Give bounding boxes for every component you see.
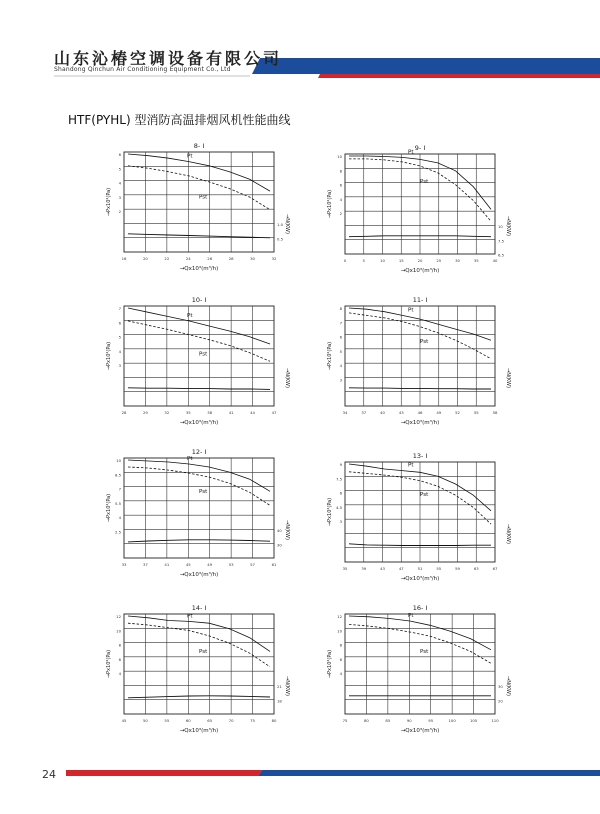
pst-curve bbox=[128, 166, 270, 210]
left-tick-label: 12 bbox=[337, 614, 342, 619]
left-tick-label: 3 bbox=[118, 363, 121, 369]
pt-label: Pt bbox=[187, 456, 193, 463]
x-tick-label: 65 bbox=[207, 718, 213, 723]
pst-label: Pst bbox=[199, 351, 208, 358]
pst-label: Pst bbox=[199, 649, 208, 656]
bottom-axis-label: →Qx10³(m³/h) bbox=[179, 728, 219, 734]
bottom-axis-label: →Qx10³(m³/h) bbox=[400, 728, 440, 734]
left-tick-label: 6 bbox=[118, 656, 121, 662]
x-tick-label: 33 bbox=[121, 562, 127, 567]
bottom-axis-label: →Qx10³(m³/h) bbox=[400, 268, 440, 274]
left-tick-label: 6 bbox=[339, 182, 342, 188]
footer-blue-stripe bbox=[258, 770, 600, 776]
bottom-axis-label: →Qx10³(m³/h) bbox=[400, 420, 440, 426]
x-tick-label: 90 bbox=[406, 718, 412, 723]
x-tick-label: 30 bbox=[250, 256, 255, 261]
bottom-axis-label: →Qx10³(m³/h) bbox=[179, 420, 219, 426]
x-tick-label: 38 bbox=[207, 410, 213, 415]
right-tick-label: 7.5 bbox=[498, 238, 505, 244]
left-tick-label: 4 bbox=[339, 363, 342, 369]
left-tick-label: 6 bbox=[339, 656, 342, 662]
right-tick-label: 20 bbox=[498, 698, 503, 704]
pst-curve bbox=[128, 623, 270, 667]
page-number: 24 bbox=[42, 768, 56, 781]
pt-label: Pt bbox=[408, 307, 414, 314]
chart-svg bbox=[307, 448, 537, 598]
pt-label: Pt bbox=[408, 613, 414, 620]
bottom-axis-label: →Qx10³(m³/h) bbox=[179, 266, 219, 272]
performance-chart-9-i bbox=[307, 140, 537, 290]
pt-label: Pt bbox=[408, 462, 414, 469]
left-tick-label: 2 bbox=[118, 209, 121, 215]
x-tick-label: 5 bbox=[362, 258, 365, 263]
chart-svg bbox=[86, 444, 316, 594]
x-tick-label: 41 bbox=[228, 410, 234, 415]
chart-frame bbox=[124, 458, 274, 558]
right-axis-label: →N(KW) bbox=[505, 676, 511, 696]
x-tick-label: 55 bbox=[164, 718, 170, 723]
x-tick-label: 85 bbox=[385, 718, 391, 723]
x-tick-label: 25 bbox=[436, 258, 442, 263]
x-tick-label: 45 bbox=[121, 718, 127, 723]
performance-chart-11-i bbox=[307, 292, 537, 442]
right-axis-label: →N(KW) bbox=[284, 676, 290, 696]
left-axis-label: →Px10²(Pa) bbox=[327, 341, 333, 371]
chart-svg bbox=[86, 600, 316, 750]
x-tick-label: 15 bbox=[398, 258, 404, 263]
left-tick-label: 5 bbox=[118, 334, 121, 340]
x-tick-label: 60 bbox=[185, 718, 191, 723]
x-tick-label: 45 bbox=[185, 562, 191, 567]
performance-chart-16-i bbox=[307, 600, 537, 750]
chart-svg bbox=[307, 600, 537, 750]
chart-frame bbox=[124, 614, 274, 714]
pst-label: Pst bbox=[420, 178, 429, 185]
right-axis-label: →N(KW) bbox=[284, 520, 290, 540]
chart-svg bbox=[86, 292, 316, 442]
right-tick-label: 0.5 bbox=[277, 236, 284, 242]
chart-svg bbox=[307, 292, 537, 442]
left-axis-label: →Px10²(Pa) bbox=[106, 493, 112, 523]
x-tick-label: 43 bbox=[398, 410, 404, 415]
right-tick-label: 18 bbox=[277, 698, 282, 704]
left-axis-label: →Px10²(Pa) bbox=[106, 649, 112, 679]
company-name-en: Shandong Qinchun Air Conditioning Equipment Co., Ltd bbox=[54, 66, 231, 73]
header-red-stripe bbox=[318, 74, 600, 78]
left-tick-label: 4 bbox=[339, 196, 342, 202]
left-tick-label: 4 bbox=[118, 180, 121, 186]
left-tick-label: 7.5 bbox=[335, 476, 342, 482]
right-axis-label: →N(KW) bbox=[505, 368, 511, 388]
left-tick-label: 4 bbox=[339, 671, 342, 677]
bottom-axis-label: →Qx10³(m³/h) bbox=[400, 576, 440, 582]
header-blue-stripe bbox=[252, 58, 600, 74]
page-title: HTF(PYHL) 型消防高温排烟风机性能曲线 bbox=[68, 113, 291, 127]
x-tick-label: 44 bbox=[250, 410, 255, 415]
right-tick-label: 30 bbox=[498, 684, 503, 689]
x-tick-label: 110 bbox=[491, 718, 499, 723]
left-tick-label: 4 bbox=[118, 348, 121, 354]
x-tick-label: 55 bbox=[436, 566, 442, 571]
x-tick-label: 63 bbox=[473, 566, 479, 571]
x-tick-label: 40 bbox=[492, 258, 498, 263]
pst-label: Pst bbox=[420, 649, 429, 656]
right-tick-label: 40 bbox=[277, 528, 282, 533]
left-tick-label: 8 bbox=[118, 642, 121, 648]
x-tick-label: 61 bbox=[271, 562, 277, 567]
left-tick-label: 8.5 bbox=[114, 472, 121, 478]
pst-label: Pst bbox=[199, 194, 208, 201]
left-tick-label: 7 bbox=[118, 486, 121, 492]
chart-title: 10- I bbox=[191, 296, 207, 304]
x-tick-label: 41 bbox=[164, 562, 170, 567]
pst-curve bbox=[349, 624, 491, 663]
x-tick-label: 34 bbox=[342, 410, 348, 415]
x-tick-label: 47 bbox=[271, 410, 277, 415]
pst-curve bbox=[128, 467, 270, 505]
pt-label: Pt bbox=[187, 153, 193, 160]
x-tick-label: 95 bbox=[428, 718, 434, 723]
x-tick-label: 70 bbox=[228, 718, 234, 723]
x-tick-label: 20 bbox=[143, 256, 148, 261]
x-tick-label: 28 bbox=[121, 410, 127, 415]
chart-title: 13- I bbox=[412, 452, 428, 460]
left-axis-label: →Px10²(Pa) bbox=[327, 649, 333, 679]
x-tick-label: 105 bbox=[469, 718, 478, 723]
x-tick-label: 46 bbox=[417, 410, 423, 415]
power-curve bbox=[128, 234, 270, 238]
pst-label: Pst bbox=[420, 338, 429, 345]
pt-curve bbox=[349, 616, 491, 650]
x-tick-label: 24 bbox=[185, 256, 191, 261]
power-curve bbox=[349, 388, 491, 389]
left-tick-label: 6 bbox=[118, 152, 121, 157]
left-axis-label: →Px10²(Pa) bbox=[106, 187, 112, 217]
left-tick-label: 5 bbox=[339, 348, 342, 354]
left-tick-label: 5 bbox=[118, 166, 121, 172]
x-tick-label: 100 bbox=[448, 718, 456, 723]
power-curve bbox=[128, 388, 270, 390]
left-tick-label: 10 bbox=[116, 628, 121, 634]
power-curve bbox=[128, 540, 270, 542]
left-tick-label: 10 bbox=[116, 458, 121, 463]
x-tick-label: 20 bbox=[417, 258, 423, 263]
pt-label: Pt bbox=[187, 613, 193, 620]
left-tick-label: 8 bbox=[339, 642, 342, 648]
power-curve bbox=[128, 696, 270, 698]
left-tick-label: 9 bbox=[339, 462, 342, 467]
left-tick-label: 12 bbox=[116, 614, 121, 619]
x-tick-label: 57 bbox=[250, 562, 255, 567]
x-tick-label: 16 bbox=[121, 256, 127, 261]
chart-title: 16- I bbox=[412, 604, 428, 612]
left-tick-label: 8 bbox=[339, 306, 342, 311]
x-tick-label: 30 bbox=[455, 258, 460, 263]
x-tick-label: 75 bbox=[342, 718, 348, 723]
x-tick-label: 39 bbox=[361, 566, 367, 571]
left-axis-label: →Px10²(Pa) bbox=[106, 341, 112, 371]
left-tick-label: 7 bbox=[118, 306, 121, 311]
left-tick-label: 8 bbox=[339, 168, 342, 174]
footer-red-stripe bbox=[66, 770, 262, 776]
x-tick-label: 75 bbox=[250, 718, 255, 723]
x-tick-label: 53 bbox=[228, 562, 234, 567]
chart-title: 14- I bbox=[191, 604, 207, 612]
x-tick-label: 0 bbox=[343, 258, 347, 263]
right-tick-label: 6.5 bbox=[498, 252, 505, 258]
left-axis-label: →Px10²(Pa) bbox=[327, 189, 333, 219]
x-tick-label: 55 bbox=[473, 410, 479, 415]
pt-curve bbox=[128, 616, 270, 651]
right-axis-label: →N(KW) bbox=[505, 216, 511, 236]
left-tick-label: 4.5 bbox=[335, 504, 342, 510]
x-tick-label: 50 bbox=[143, 718, 148, 723]
x-tick-label: 32 bbox=[164, 410, 170, 415]
x-tick-label: 43 bbox=[380, 566, 385, 571]
left-tick-label: 7 bbox=[339, 320, 342, 326]
pst-label: Pst bbox=[420, 492, 429, 499]
pt-curve bbox=[128, 154, 270, 191]
chart-svg bbox=[86, 138, 316, 288]
x-tick-label: 37 bbox=[361, 410, 367, 415]
left-tick-label: 2 bbox=[339, 211, 342, 217]
x-tick-label: 35 bbox=[342, 566, 348, 571]
x-tick-label: 52 bbox=[455, 410, 460, 415]
chart-svg bbox=[307, 140, 537, 290]
x-tick-label: 59 bbox=[455, 566, 460, 571]
left-tick-label: 6 bbox=[339, 490, 342, 496]
company-name-zh: 山东沁椿空调设备有限公司 bbox=[54, 49, 283, 68]
x-tick-label: 26 bbox=[207, 256, 213, 261]
x-tick-label: 49 bbox=[207, 562, 213, 567]
chart-title: 12- I bbox=[191, 448, 207, 456]
left-tick-label: 5.5 bbox=[114, 500, 121, 506]
pt-label: Pt bbox=[408, 149, 414, 156]
performance-chart-14-i bbox=[86, 600, 316, 750]
header-stripes bbox=[0, 0, 600, 90]
left-tick-label: 10 bbox=[337, 154, 342, 159]
right-axis-label: →N(KW) bbox=[284, 368, 290, 388]
x-tick-label: 80 bbox=[271, 718, 277, 723]
x-tick-label: 49 bbox=[436, 410, 442, 415]
right-tick-label: 30 bbox=[277, 542, 282, 548]
left-tick-label: 3 bbox=[339, 377, 342, 383]
left-tick-label: 3 bbox=[339, 519, 342, 525]
x-tick-label: 22 bbox=[164, 256, 170, 261]
left-tick-label: 4 bbox=[118, 671, 121, 677]
right-axis-label: →N(KW) bbox=[284, 214, 290, 234]
chart-title: 8- I bbox=[193, 142, 205, 150]
bottom-axis-label: →Qx10³(m³/h) bbox=[179, 572, 219, 578]
left-tick-label: 3 bbox=[118, 194, 121, 200]
x-tick-label: 40 bbox=[380, 410, 385, 415]
chart-title: 9- I bbox=[414, 144, 426, 152]
left-tick-label: 10 bbox=[337, 628, 342, 634]
right-tick-label: 10 bbox=[498, 224, 503, 229]
left-tick-label: 6 bbox=[118, 320, 121, 326]
chart-frame bbox=[345, 614, 495, 714]
pt-label: Pt bbox=[187, 312, 193, 319]
left-tick-label: 6 bbox=[339, 334, 342, 340]
performance-chart-8-i bbox=[86, 138, 316, 288]
left-tick-label: 2.5 bbox=[114, 529, 121, 535]
pt-curve bbox=[128, 308, 270, 344]
left-axis-label: →Px10²(Pa) bbox=[327, 497, 333, 527]
x-tick-label: 29 bbox=[143, 410, 148, 415]
x-tick-label: 32 bbox=[271, 256, 277, 261]
x-tick-label: 35 bbox=[473, 258, 479, 263]
x-tick-label: 37 bbox=[143, 562, 148, 567]
x-tick-label: 10 bbox=[380, 258, 385, 263]
performance-chart-13-i bbox=[307, 448, 537, 598]
header bbox=[0, 0, 600, 90]
left-tick-label: 4 bbox=[118, 515, 121, 521]
x-tick-label: 28 bbox=[228, 256, 234, 261]
right-tick-label: 21 bbox=[277, 684, 282, 689]
x-tick-label: 47 bbox=[398, 566, 404, 571]
footer-stripes bbox=[0, 766, 600, 796]
right-axis-label: →N(KW) bbox=[505, 524, 511, 544]
x-tick-label: 67 bbox=[492, 566, 498, 571]
pst-label: Pst bbox=[199, 489, 208, 496]
performance-chart-10-i bbox=[86, 292, 316, 442]
x-tick-label: 80 bbox=[364, 718, 369, 723]
x-tick-label: 35 bbox=[185, 410, 191, 415]
performance-chart-12-i bbox=[86, 444, 316, 594]
x-tick-label: 51 bbox=[417, 566, 423, 571]
chart-title: 11- I bbox=[412, 296, 428, 304]
right-tick-label: 1.0 bbox=[277, 222, 284, 227]
x-tick-label: 58 bbox=[492, 410, 498, 415]
